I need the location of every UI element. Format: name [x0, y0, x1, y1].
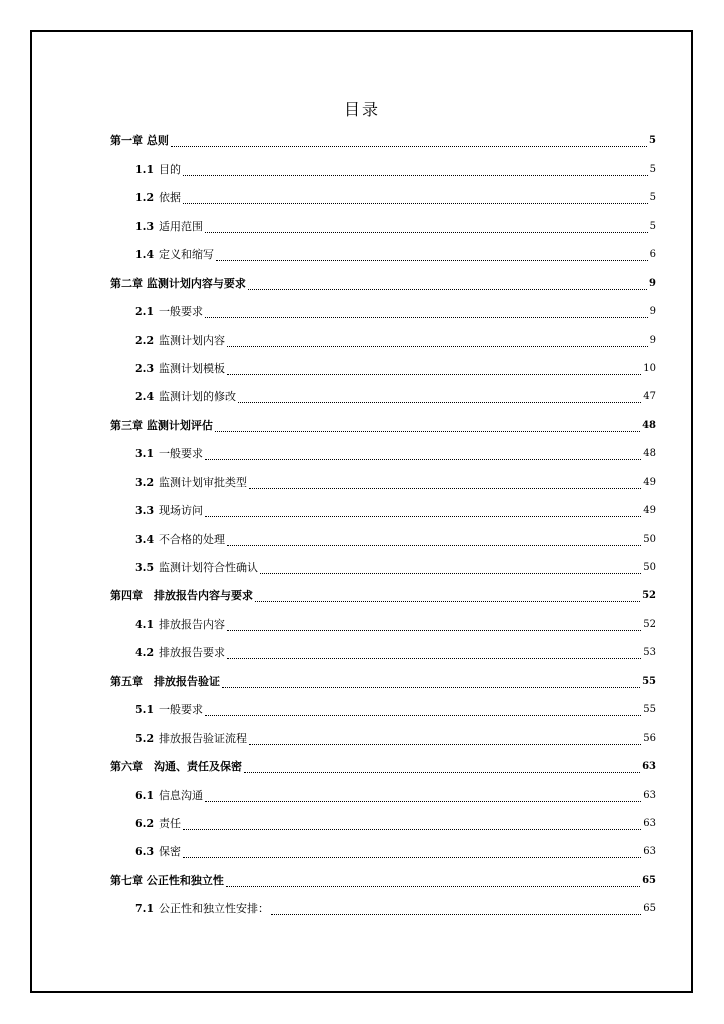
toc-entry-page: 10 [643, 362, 656, 374]
toc-section-entry[interactable] [108, 383, 656, 411]
toc-section-entry[interactable] [108, 298, 656, 326]
toc-dot-leader [227, 629, 641, 631]
toc-section-entry[interactable] [108, 895, 656, 923]
toc-entry-page: 65 [642, 874, 656, 886]
toc-entry-label: 不合格的处理 [159, 532, 225, 546]
toc-entry-page: 65 [643, 903, 656, 915]
toc-entry-number: 3.4 [135, 532, 155, 546]
toc-dot-leader [205, 231, 648, 233]
toc-dot-leader [205, 458, 641, 460]
toc-chapter-entry[interactable] [108, 866, 656, 894]
toc-entry-label: 一般要求 [159, 703, 203, 717]
toc-dot-leader [248, 288, 647, 290]
toc-dot-leader [227, 544, 641, 546]
toc-dot-leader [226, 885, 640, 887]
toc-dot-leader [183, 856, 641, 858]
toc-entry-page: 9 [649, 306, 656, 318]
toc-entry-label: 监测计划模板 [159, 361, 225, 375]
toc-entry-label: 排放报告要求 [159, 646, 225, 660]
toc-section-entry[interactable] [108, 155, 656, 183]
toc-entry-label: 一般要求 [159, 447, 203, 461]
toc-entry-page: 50 [643, 533, 656, 545]
toc-entry-page: 55 [642, 675, 656, 687]
toc-entry-label: 依据 [159, 191, 181, 205]
toc-entry-label: 排放报告内容 [159, 617, 225, 631]
toc-dot-leader [249, 487, 641, 489]
toc-entry-label: 现场访问 [159, 504, 203, 518]
toc-entry-number: 2.3 [135, 361, 155, 375]
toc-dot-leader [205, 800, 641, 802]
toc-entry-page: 63 [643, 817, 656, 829]
toc-section-entry[interactable] [108, 610, 656, 638]
toc-section-entry[interactable] [108, 497, 656, 525]
toc-entry-label: 第一章 总则 [110, 134, 169, 148]
toc-dot-leader [227, 657, 641, 659]
toc-entry-page: 5 [649, 135, 656, 147]
toc-chapter-entry[interactable] [108, 582, 656, 610]
toc-entry-label: 第五章 排放报告验证 [110, 674, 220, 688]
toc-entry-page: 63 [643, 846, 656, 858]
toc-entry-label: 责任 [159, 816, 181, 830]
toc-entry-page: 5 [649, 192, 656, 204]
toc-section-entry[interactable] [108, 781, 656, 809]
toc-list [108, 127, 656, 923]
toc-dot-leader [255, 600, 640, 602]
toc-entry-label: 第七章 公正性和独立性 [110, 873, 224, 887]
toc-entry-label: 第三章 监测计划评估 [110, 418, 213, 432]
toc-entry-page: 9 [649, 334, 656, 346]
toc-section-entry[interactable] [108, 326, 656, 354]
toc-dot-leader [215, 430, 640, 432]
toc-entry-number: 3.5 [135, 561, 155, 574]
toc-entry-label: 监测计划内容 [159, 333, 225, 347]
toc-section-entry[interactable] [108, 440, 656, 468]
toc-dot-leader [205, 714, 641, 716]
toc-entry-number: 2.2 [135, 333, 155, 347]
toc-entry-page: 63 [643, 789, 656, 801]
toc-entry-page: 48 [642, 419, 656, 431]
toc-entry-label: 监测计划的修改 [159, 390, 236, 404]
toc-entry-number: 1.3 [135, 219, 155, 233]
toc-entry-number: 7.1 [135, 902, 155, 916]
toc-entry-label: 监测计划审批类型 [159, 475, 247, 489]
toc-entry-page: 53 [643, 647, 656, 659]
toc-title: 目录 [343, 100, 380, 119]
toc-dot-leader [244, 771, 640, 773]
toc-chapter-entry[interactable] [108, 127, 656, 155]
toc-section-entry[interactable] [108, 184, 656, 212]
toc-entry-number: 2.4 [135, 390, 155, 404]
toc-entry-page: 47 [643, 391, 656, 403]
toc-entry-number: 5.1 [135, 703, 155, 717]
toc-entry-number: 3.2 [135, 475, 155, 489]
toc-section-entry[interactable] [108, 554, 656, 582]
toc-chapter-entry[interactable] [108, 411, 656, 439]
toc-entry-page: 50 [643, 562, 656, 573]
toc-dot-leader [183, 174, 648, 176]
toc-entry-number: 3.1 [135, 447, 155, 461]
toc-entry-label: 一般要求 [159, 305, 203, 319]
toc-section-entry[interactable] [108, 525, 656, 553]
toc-entry-page: 5 [649, 163, 656, 175]
toc-entry-number: 1.1 [135, 162, 155, 176]
toc-entry-number: 3.3 [135, 504, 155, 518]
toc-chapter-entry[interactable] [108, 667, 656, 695]
toc-section-entry[interactable] [108, 810, 656, 838]
toc-entry-number: 6.3 [135, 845, 155, 859]
toc-dot-leader [183, 202, 648, 204]
toc-section-entry[interactable] [108, 468, 656, 496]
toc-dot-leader [216, 259, 648, 261]
toc-section-entry[interactable] [108, 639, 656, 667]
toc-entry-number: 6.2 [135, 816, 155, 830]
toc-entry-page: 49 [643, 505, 656, 517]
toc-dot-leader [227, 345, 648, 347]
toc-entry-number: 2.1 [135, 305, 155, 319]
toc-entry-label: 第六章 沟通、责任及保密 [110, 760, 242, 774]
toc-entry-page: 6 [649, 249, 656, 261]
toc-entry-page: 5 [649, 220, 656, 232]
toc-entry-label: 第四章 排放报告内容与要求 [110, 589, 253, 603]
toc-dot-leader [205, 316, 648, 318]
toc-entry-page: 63 [642, 761, 656, 773]
toc-entry-label: 目的 [159, 162, 181, 176]
toc-section-entry[interactable] [108, 696, 656, 724]
toc-section-entry[interactable] [108, 241, 656, 269]
toc-entry-page: 52 [642, 590, 656, 602]
toc-entry-label: 定义和缩写 [159, 248, 214, 262]
toc-dot-leader [260, 572, 641, 574]
toc-section-entry[interactable] [108, 355, 656, 383]
toc-entry-label: 排放报告验证流程 [159, 731, 247, 745]
toc-entry-page: 48 [643, 448, 656, 460]
toc-entry-page: 56 [643, 732, 656, 744]
toc-dot-leader [222, 686, 640, 688]
toc-entry-number: 1.2 [135, 191, 155, 205]
toc-dot-leader [171, 145, 647, 147]
toc-dot-leader [271, 913, 641, 915]
toc-entry-number: 1.4 [135, 248, 155, 262]
toc-section-entry[interactable] [108, 724, 656, 752]
toc-dot-leader [205, 515, 641, 517]
toc-entry-number: 6.1 [135, 788, 155, 802]
toc-entry-label: 适用范围 [159, 219, 203, 233]
toc-entry-label: 保密 [159, 845, 181, 859]
toc-entry-page: 55 [643, 704, 656, 716]
toc-chapter-entry[interactable] [108, 753, 656, 781]
toc-entry-label: 第二章 监测计划内容与要求 [110, 276, 246, 290]
toc-dot-leader [249, 743, 641, 745]
toc-entry-number: 5.2 [135, 731, 155, 745]
toc-entry-page: 9 [649, 277, 656, 289]
toc-chapter-entry[interactable] [108, 269, 656, 297]
toc-entry-number: 4.1 [135, 617, 155, 631]
toc-entry-label: 监测计划符合性确认 [159, 561, 258, 574]
toc-section-entry[interactable] [108, 838, 656, 866]
toc-entry-number: 4.2 [135, 646, 155, 660]
toc-entry-label: 信息沟通 [159, 788, 203, 802]
toc-entry-page: 52 [643, 618, 656, 630]
toc-entry-page: 49 [643, 476, 656, 488]
toc-dot-leader [183, 828, 641, 830]
toc-section-entry[interactable] [108, 212, 656, 240]
toc-dot-leader [238, 401, 641, 403]
toc-dot-leader [227, 373, 641, 375]
toc-entry-label: 公正性和独立性安排： [159, 902, 269, 916]
